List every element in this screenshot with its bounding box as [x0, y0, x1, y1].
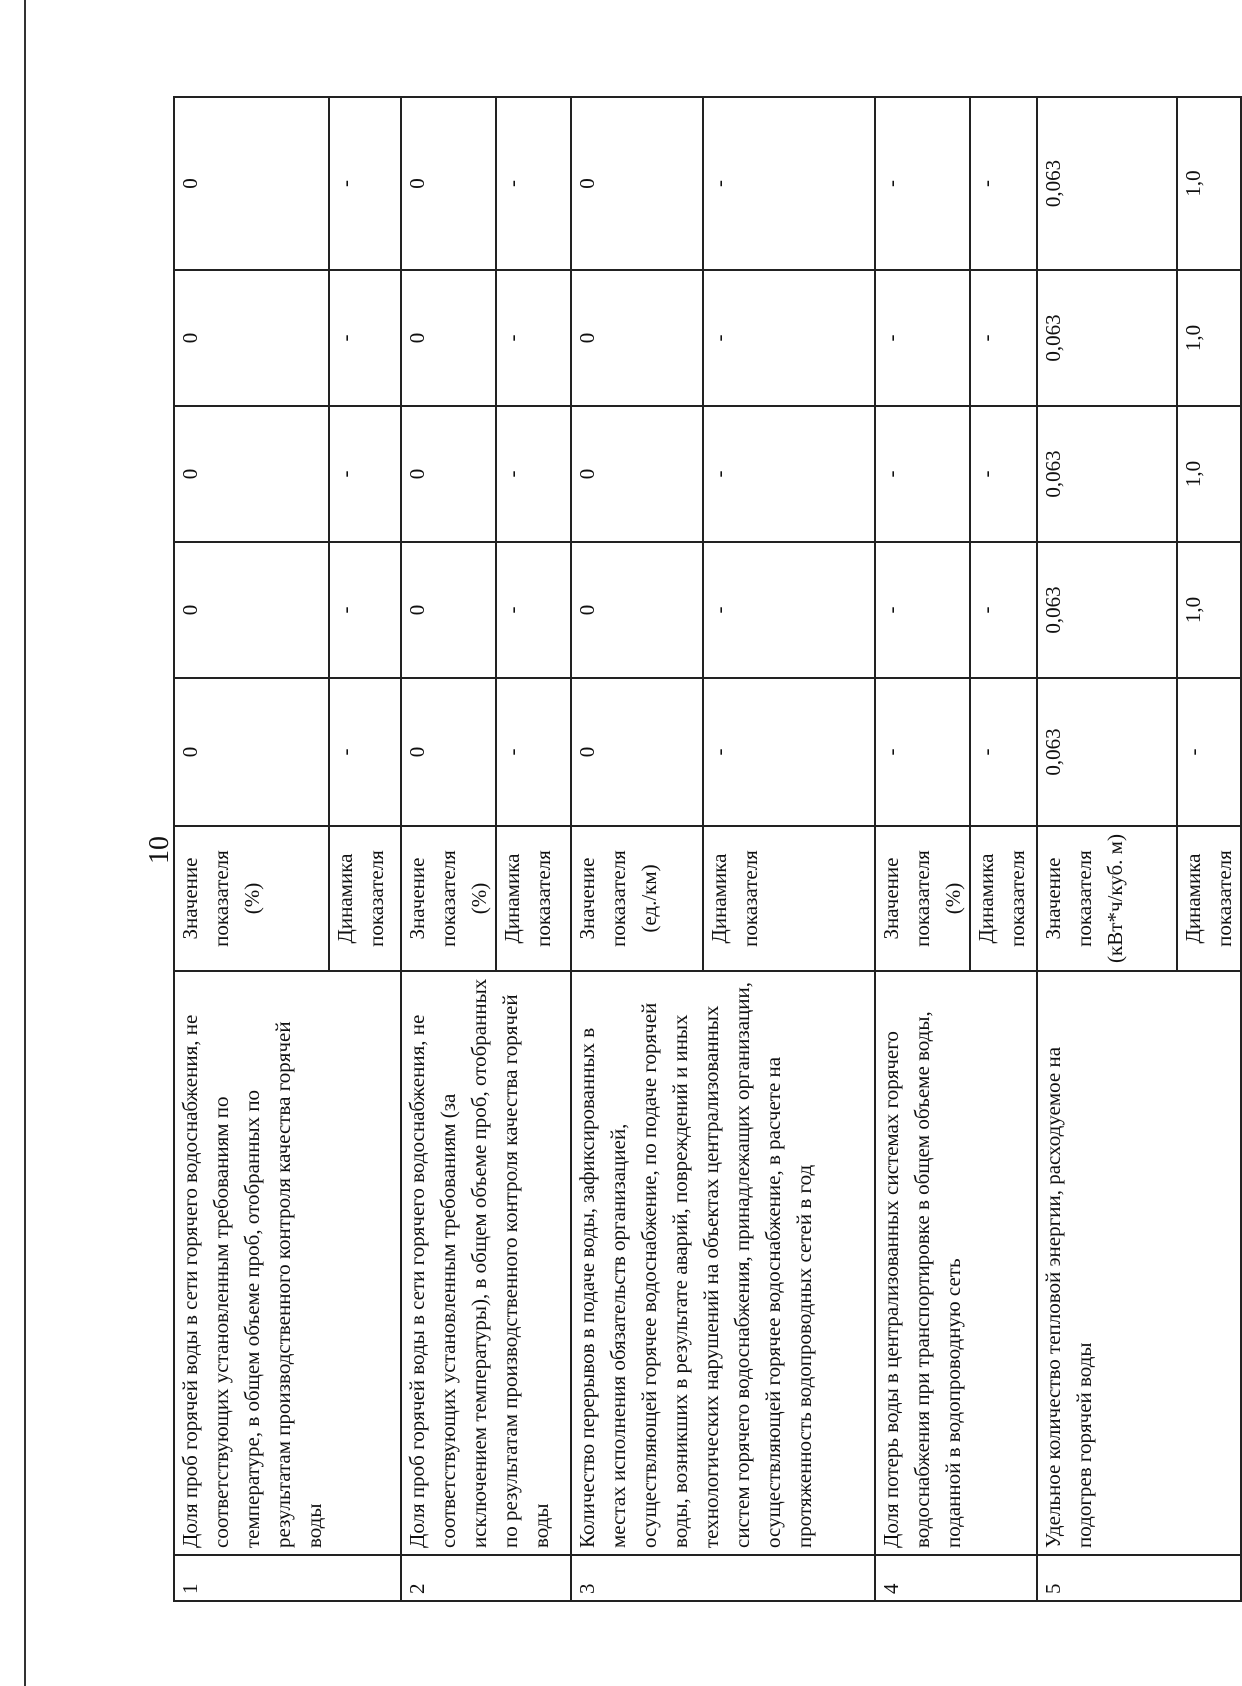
- dynamics-cell: 1,0: [1177, 406, 1241, 542]
- value-cell: -: [875, 678, 970, 826]
- value-cell: -: [875, 542, 970, 678]
- dynamics-cell: -: [703, 542, 875, 678]
- value-cell: 0: [401, 542, 496, 678]
- row-number: 3: [571, 1555, 875, 1601]
- value-cell: -: [875, 406, 970, 542]
- value-cell: 0: [571, 678, 703, 826]
- indicator-description: Удельное количество тепловой энергии, расходуемое на подогрев горячей воды: [1037, 971, 1241, 1555]
- dynamics-cell: -: [970, 270, 1037, 406]
- dynamics-cell: -: [970, 678, 1037, 826]
- dynamics-cell: -: [703, 97, 875, 270]
- value-cell: 0: [571, 542, 703, 678]
- dynamics-cell: -: [496, 678, 571, 826]
- value-cell: -: [875, 97, 970, 270]
- page-number: 10: [144, 836, 175, 864]
- row-number: 2: [401, 1555, 571, 1601]
- dynamics-cell: 1,0: [1177, 270, 1241, 406]
- dynamics-label: Динамика показателя: [703, 826, 875, 971]
- dynamics-cell: -: [970, 542, 1037, 678]
- dynamics-label: Динамика показателя: [496, 826, 571, 971]
- dynamics-cell: 1,0: [1177, 542, 1241, 678]
- table-row: [174, 97, 329, 1601]
- value-cell: 0: [174, 406, 329, 542]
- value-cell: 0: [571, 270, 703, 406]
- dynamics-cell: -: [329, 406, 401, 542]
- value-label: Значение показателя (%): [875, 826, 970, 971]
- value-cell: 0: [401, 270, 496, 406]
- value-label: Значение показателя (кВт*ч/куб. м): [1037, 826, 1177, 971]
- dynamics-cell: -: [1177, 678, 1241, 826]
- value-cell: 0: [174, 678, 329, 826]
- dynamics-cell: -: [703, 678, 875, 826]
- value-cell: 0,063: [1037, 678, 1177, 826]
- rotated-table-wrapper: [173, 98, 1236, 1602]
- dynamics-cell: -: [970, 406, 1037, 542]
- dynamics-cell: -: [329, 97, 401, 270]
- dynamics-cell: -: [329, 542, 401, 678]
- row-number: 5: [1037, 1555, 1241, 1601]
- dynamics-cell: -: [703, 270, 875, 406]
- value-cell: 0: [174, 270, 329, 406]
- dynamics-cell: -: [329, 678, 401, 826]
- value-label: Значение показателя (%): [174, 826, 329, 971]
- row-number: 1: [174, 1555, 401, 1601]
- indicator-description: Доля проб горячей воды в сети горячего водоснабжения, не соответствующих установленным требованиям по температуре, в общем объеме проб, отобранных по результатам производственного контроля качества горячей воды: [174, 971, 401, 1555]
- indicator-description: Доля потерь воды в централизованных системах горячего водоснабжения при транспортировке в общем объеме воды, поданной в водопроводную сеть: [875, 971, 1037, 1555]
- value-cell: 0: [401, 97, 496, 270]
- dynamics-cell: -: [970, 97, 1037, 270]
- value-cell: 0: [401, 406, 496, 542]
- value-label: Значение показателя (%): [401, 826, 496, 971]
- value-cell: 0: [571, 97, 703, 270]
- dynamics-cell: 1,0: [1177, 97, 1241, 270]
- table-row: [571, 97, 703, 1601]
- row-number: 4: [875, 1555, 1037, 1601]
- value-cell: 0,063: [1037, 542, 1177, 678]
- value-cell: 0: [571, 406, 703, 542]
- dynamics-label: Динамика показателя: [970, 826, 1037, 971]
- indicator-description: Доля проб горячей воды в сети горячего водоснабжения, не соответствующих установленным требованиям (за исключением температуры), в общем объеме проб, отобранных по результатам производственного контроля качества горячей воды: [401, 971, 571, 1555]
- dynamics-cell: -: [496, 542, 571, 678]
- scan-edge: [0, 0, 26, 1686]
- dynamics-label: Динамика показателя: [329, 826, 401, 971]
- value-cell: 0,063: [1037, 97, 1177, 270]
- dynamics-cell: -: [496, 406, 571, 542]
- table-row: [875, 97, 970, 1601]
- value-cell: 0: [401, 678, 496, 826]
- value-cell: 0: [174, 542, 329, 678]
- dynamics-cell: -: [496, 270, 571, 406]
- value-label: Значение показателя (ед./км): [571, 826, 703, 971]
- dynamics-cell: -: [496, 97, 571, 270]
- table-row: [401, 97, 496, 1601]
- indicators-table: [173, 96, 1242, 1602]
- indicator-description: Количество перерывов в подаче воды, зафиксированных в местах исполнения обязательств организацией, осуществляющей горячее водоснабжение, по подаче горячей воды, возникших в результате аварий, повреждений и иных технологических нарушений на объектах централизованных систем горячего водоснабжения, принадлежащих организации, осуществляющей горячее водоснабжение, в расчете на протяженность водопроводных сетей в год: [571, 971, 875, 1555]
- table-body: [174, 97, 1241, 1601]
- value-cell: 0: [174, 97, 329, 270]
- dynamics-cell: -: [703, 406, 875, 542]
- dynamics-cell: -: [329, 270, 401, 406]
- value-cell: 0,063: [1037, 406, 1177, 542]
- table-row: [1037, 97, 1177, 1601]
- dynamics-label: Динамика показателя: [1177, 826, 1241, 971]
- value-cell: 0,063: [1037, 270, 1177, 406]
- value-cell: -: [875, 270, 970, 406]
